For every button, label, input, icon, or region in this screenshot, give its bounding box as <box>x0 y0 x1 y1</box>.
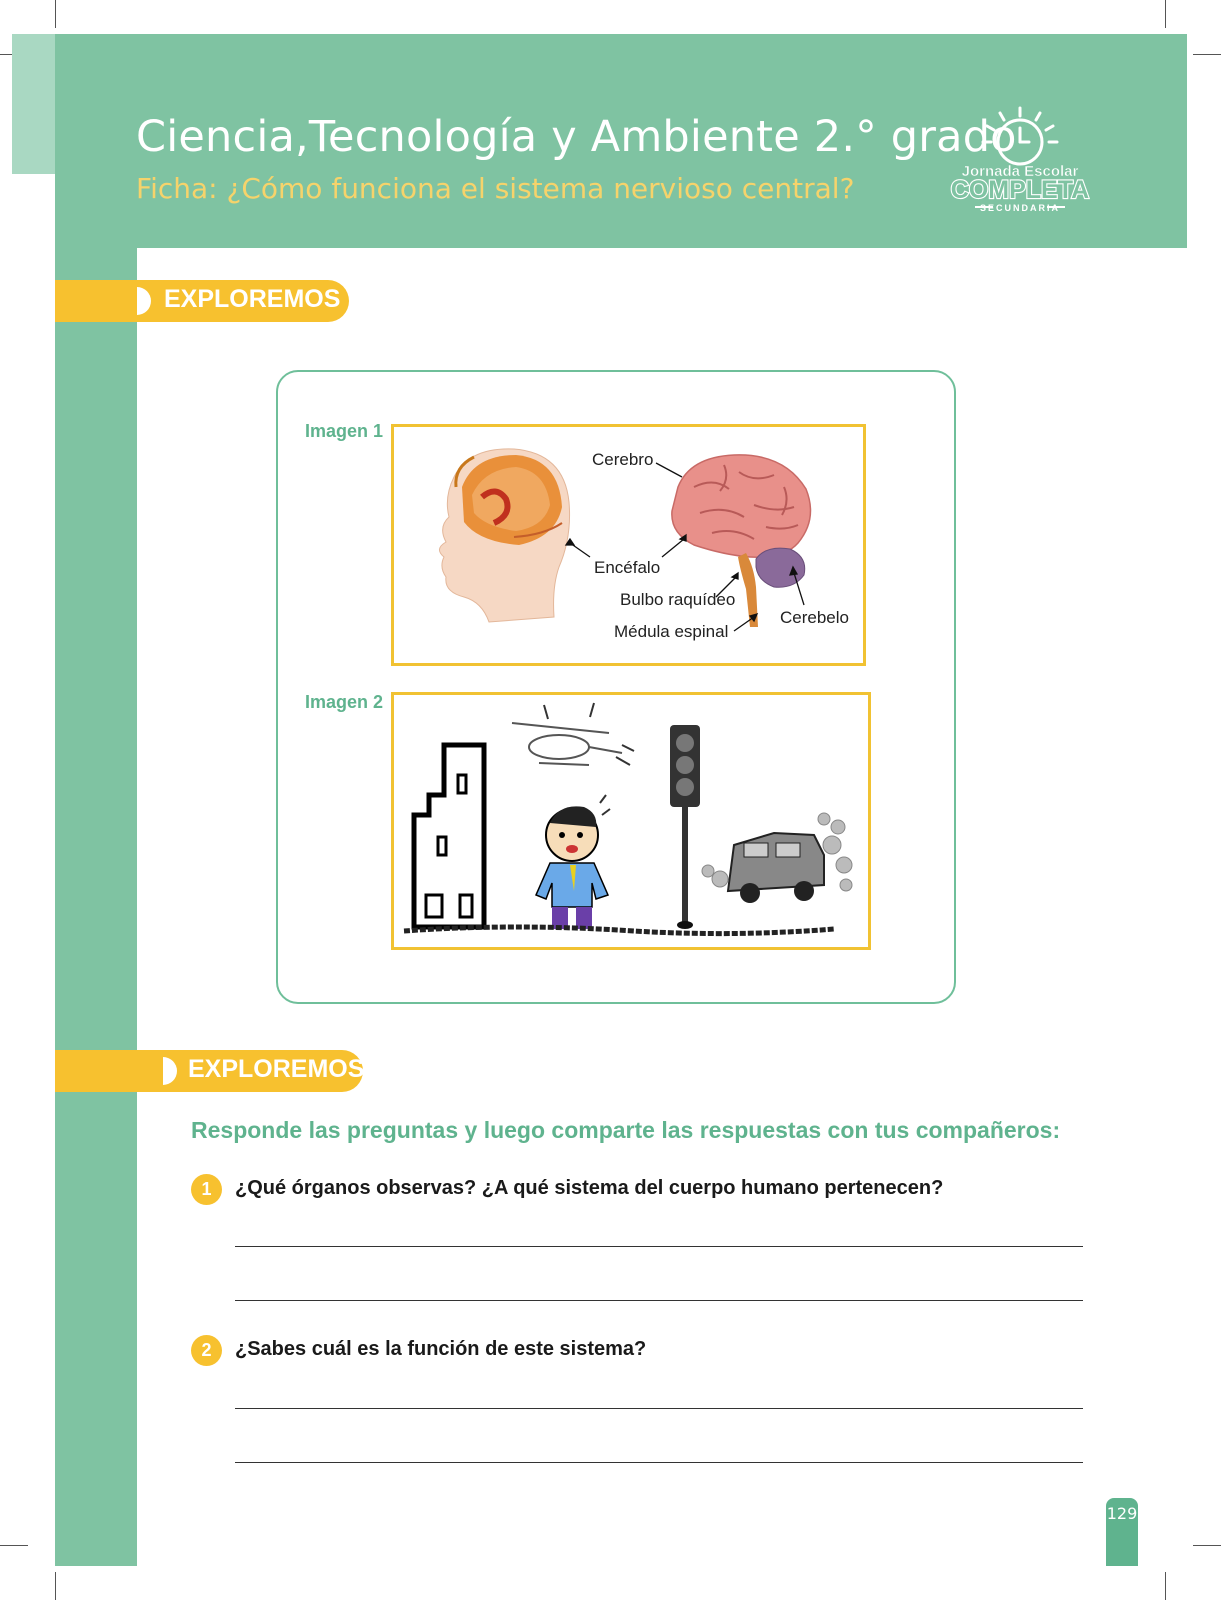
section-label: EXPLOREMOS <box>164 285 341 313</box>
section-label: EXPLOREMOS <box>188 1055 365 1083</box>
banner-half-circle <box>163 1057 177 1085</box>
traffic-light-drawing <box>670 725 700 929</box>
section-banner-explore-2 <box>55 1050 363 1092</box>
crop-mark <box>1193 1545 1221 1546</box>
question-text: ¿Sabes cuál es la función de este sistema? <box>235 1338 647 1360</box>
label-encefalo: Encéfalo <box>594 558 661 577</box>
page-number: 129 <box>1106 1498 1138 1566</box>
image2-label: Imagen 2 <box>305 692 384 712</box>
logo-text-line3: SECUNDARIA <box>979 203 1061 213</box>
label-cerebro: Cerebro <box>592 450 654 469</box>
left-tab-decoration <box>12 34 56 174</box>
question-text: ¿Qué órganos observas? ¿A qué sistema del cuerpo humano pertenecen? <box>235 1177 944 1199</box>
image1-label: Imagen 1 <box>305 421 384 441</box>
head-illustration <box>439 449 569 622</box>
brain-diagram <box>394 427 863 663</box>
crop-mark <box>55 1572 56 1600</box>
crop-mark <box>0 1545 28 1546</box>
label-medula: Médula espinal <box>614 622 729 641</box>
question-number-badge: 1 <box>191 1174 222 1205</box>
instructions-text: Responde las preguntas y luego comparte las respuestas con tus compañeros: <box>191 1117 1061 1143</box>
city-noise-illustration <box>394 695 868 947</box>
answer-line[interactable] <box>235 1462 1083 1463</box>
window <box>460 895 472 917</box>
page-title: Ciencia,Tecnología y Ambiente 2.° grado <box>136 112 1017 162</box>
question-number-badge: 2 <box>191 1335 222 1366</box>
helicopter-drawing <box>512 703 634 765</box>
section-banner-explore <box>55 280 349 322</box>
answer-line[interactable] <box>235 1246 1083 1247</box>
logo-text-line2: COMPLETA <box>950 176 1090 204</box>
ground-line <box>404 927 834 934</box>
window <box>426 895 442 917</box>
image2-frame <box>391 692 871 950</box>
answer-line[interactable] <box>235 1300 1083 1301</box>
crop-mark <box>1165 0 1166 28</box>
crop-mark <box>1165 1572 1166 1600</box>
label-cerebelo: Cerebelo <box>780 608 849 627</box>
car-drawing <box>702 813 852 903</box>
jornada-escolar-logo <box>945 104 1095 224</box>
window <box>458 775 466 793</box>
banner-half-circle <box>137 287 151 315</box>
crop-mark <box>55 0 56 28</box>
logo-text-line1: Jornada Escolar <box>961 163 1079 180</box>
answer-line[interactable] <box>235 1408 1083 1409</box>
window <box>438 837 446 855</box>
crop-mark <box>1193 54 1221 55</box>
image1-frame <box>391 424 866 666</box>
left-green-band <box>55 34 137 1566</box>
page-subtitle: Ficha: ¿Cómo funciona el sistema nervioso central? <box>136 172 855 205</box>
label-bulbo: Bulbo raquídeo <box>620 590 736 609</box>
boy-drawing <box>536 795 610 929</box>
